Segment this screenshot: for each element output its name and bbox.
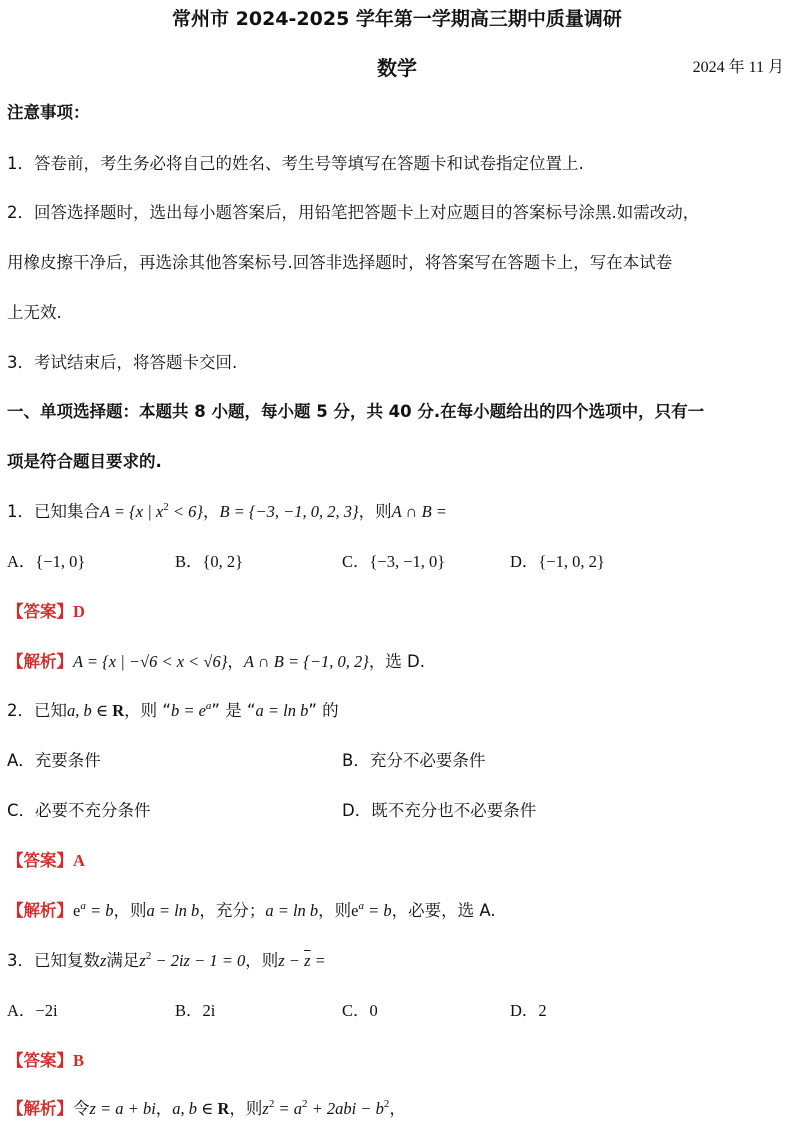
q1-analysis-expr: A = {x | −√6 < x < √6} (73, 652, 228, 671)
q2-option-b: B．充分不必要条件 (342, 751, 486, 770)
q2-analysis-text3: ，则 (318, 901, 352, 920)
q3-analysis-eq: = a (274, 1099, 302, 1118)
question-1-stem (7, 502, 447, 522)
q2-option-d: D．既不充分也不必要条件 (342, 801, 537, 820)
q2-analysis-eq-b-2: = b (363, 901, 392, 920)
q3-option-a: A．−2i (7, 1001, 58, 1020)
q2-analysis-e-2: e (351, 901, 359, 920)
q3-analysis-then: ，则 (229, 1099, 263, 1118)
q3-analysis-let: 令 (73, 1099, 90, 1118)
q3-analysis-z2-exponent: 2 (268, 1098, 275, 1110)
q2-analysis-a-lnb: a = ln b (146, 901, 200, 920)
question-2-stem (7, 701, 339, 721)
q1-option-b: B．{0, 2} (175, 552, 244, 571)
q2-analysis (7, 901, 496, 921)
q3-then: ，则 (245, 951, 279, 970)
note-item-2-line3: 上无效. (7, 303, 62, 322)
q2-is: ” 是 “ (211, 701, 256, 720)
q3-answer-label: 【答案】 (7, 1051, 73, 1070)
q2-analysis-text2: ，充分； (199, 901, 266, 920)
q2-answer-label: 【答案】 (7, 851, 73, 870)
q3-analysis-z2: z (262, 1099, 269, 1118)
q3-analysis-b-exponent: 2 (383, 1098, 390, 1110)
q3-option-b: B．2i (175, 1001, 216, 1020)
q2-prefix: 2．已知 (7, 701, 67, 720)
page-title: 常州市 2024-2025 学年第一学期高三期中质量调研 (172, 8, 622, 30)
q3-analysis-z: z = a + bi (89, 1099, 156, 1118)
q1-set-a-exponent: 2 (163, 501, 169, 513)
q2-vars: a, b ∈ (67, 701, 113, 720)
q3-equation-z: z (139, 951, 146, 970)
q2-analysis-eq-b: = b (85, 901, 114, 920)
q2-analysis-text1: ，则 (113, 901, 147, 920)
q3-z: z (100, 951, 107, 970)
q1-then: ，则 (358, 502, 392, 521)
exam-date: 2024 年 11 月 (692, 59, 784, 76)
q2-answer (7, 851, 85, 871)
q1-option-a: A．{−1, 0} (7, 552, 86, 571)
q1-analysis-label: 【解析】 (7, 652, 73, 671)
q3-analysis-end: ， (389, 1099, 406, 1118)
q2-analysis-e-2-exponent: a (358, 900, 364, 912)
q3-expression-a: z − (278, 951, 305, 970)
q3-analysis-comma: ， (155, 1099, 173, 1118)
note-item-2-line2: 用橡皮擦干净后，再选涂其他答案标号.回答非选择题时，将答案写在答题卡上，写在本试卷 (7, 253, 673, 272)
section-heading-line1: 一、单项选择题：本题共 8 小题，每小题 5 分，共 40 分.在每小题给出的四个选项中，只有一 (7, 402, 705, 421)
q1-set-a-end: < 6} (168, 502, 203, 521)
q2-real-set: R (112, 701, 125, 720)
q1-prefix: 1．已知集合 (7, 502, 100, 521)
q2-analysis-a-lnb-2: a = ln b (265, 901, 319, 920)
q1-answer-label: 【答案】 (7, 602, 73, 621)
q3-expression-eq: = (310, 951, 326, 970)
q1-answer-value: D (73, 602, 85, 621)
q3-option-c: C．0 (342, 1001, 378, 1020)
q2-condition-b: b = e (170, 701, 206, 720)
subject-title: 数学 (377, 56, 417, 80)
q3-analysis-mid: + 2abi − b (307, 1099, 384, 1118)
q3-prefix: 3．已知复数 (7, 951, 100, 970)
section-heading-line2: 项是符合题目要求的. (7, 452, 162, 471)
q2-analysis-e-exponent: a (80, 900, 86, 912)
q3-answer (7, 1051, 84, 1071)
q2-option-a: A．充要条件 (7, 751, 101, 770)
q3-equation-exponent: 2 (145, 950, 152, 962)
q3-answer-value: B (73, 1051, 85, 1070)
q1-set-a: A = {x | x (100, 502, 164, 521)
q1-analysis-comma: ， (227, 652, 244, 671)
q3-satisfy: 满足 (106, 951, 140, 970)
q1-set-b: B = {−3, −1, 0, 2, 3} (219, 502, 359, 521)
q3-equation-rest: − 2iz − 1 = 0 (151, 951, 246, 970)
q2-then: ，则 “ (124, 701, 171, 720)
q1-answer (7, 602, 85, 622)
q2-answer-value: A (73, 851, 85, 870)
note-item-2-line1: 2．回答选择题时，选出每小题答案后，用铅笔把答题卡上对应题目的答案标号涂黑.如需改动， (7, 203, 700, 222)
q1-comma: ， (202, 502, 220, 521)
q2-analysis-text4: ，必要，选 A. (391, 901, 496, 920)
q2-of: ” 的 (308, 701, 339, 720)
notes-heading: 注意事项： (7, 103, 90, 122)
q2-condition-b-exponent: a (205, 700, 212, 712)
q1-analysis-end: ，选 D. (368, 652, 426, 671)
q3-conjugate-z: $\overline{z}$ (304, 951, 311, 970)
q1-option-d: D．{−1, 0, 2} (510, 552, 605, 571)
q3-analysis-real-set: R (217, 1099, 230, 1118)
q3-option-d: D．2 (510, 1001, 547, 1020)
q2-analysis-label: 【解析】 (7, 901, 73, 920)
q3-analysis-ab: a, b ∈ (172, 1099, 218, 1118)
note-item-1: 1．答卷前，考生务必将自己的姓名、考生号等填写在答题卡和试卷指定位置上. (7, 154, 584, 173)
q3-analysis (7, 1099, 406, 1119)
q3-analysis-label: 【解析】 (7, 1099, 73, 1118)
q1-option-c: C．{−3, −1, 0} (342, 552, 446, 571)
q1-expression: A ∩ B = (391, 502, 447, 521)
q2-analysis-e: e (73, 901, 81, 920)
q2-option-c: C．必要不充分条件 (7, 801, 151, 820)
q3-analysis-a-exponent: 2 (301, 1098, 308, 1110)
q2-condition-a: a = ln b (255, 701, 309, 720)
q1-analysis (7, 652, 425, 672)
question-3-stem (7, 951, 326, 971)
q1-analysis-expr2: A ∩ B = {−1, 0, 2} (243, 652, 369, 671)
note-item-3: 3．考试结束后，将答题卡交回. (7, 353, 238, 372)
